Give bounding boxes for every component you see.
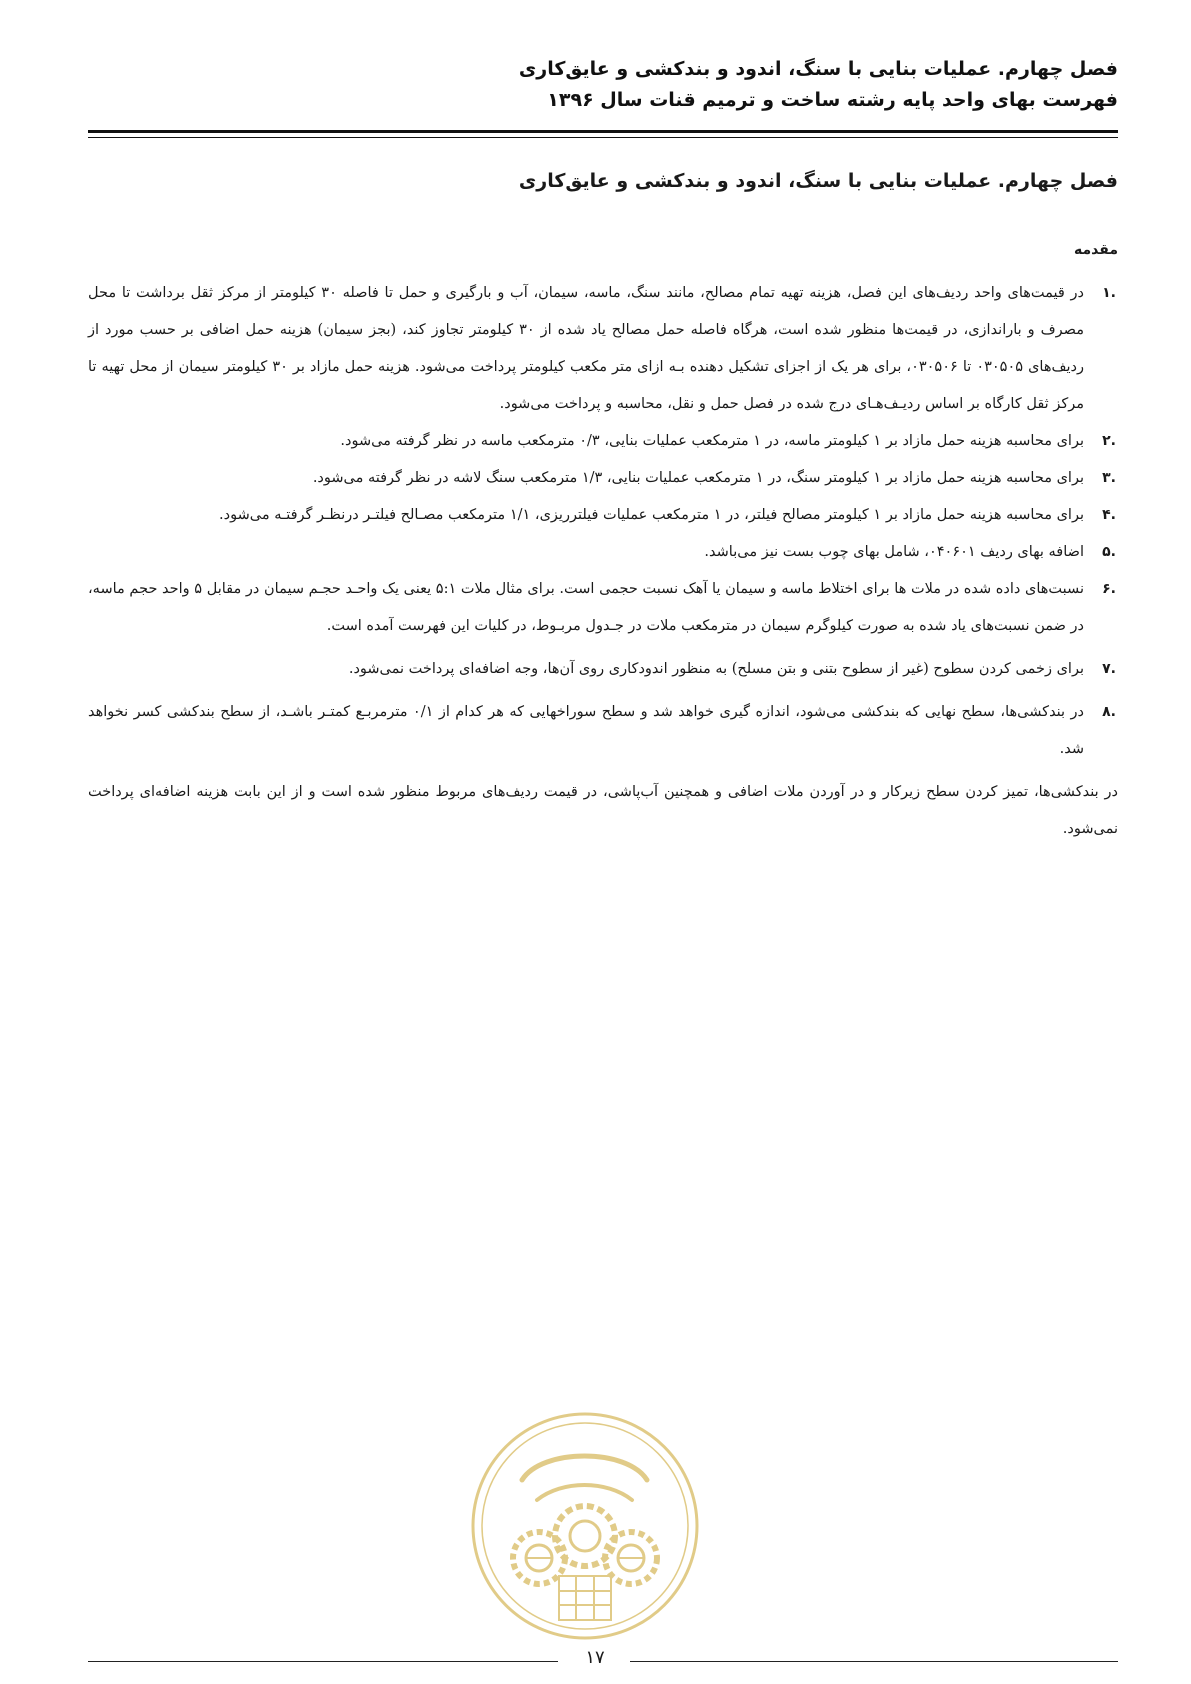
- item-number: .۱: [1102, 285, 1116, 301]
- item-list: [88, 275, 1118, 768]
- item-text: برای محاسبه هزینه حمل مازاد بر ۱ کیلومتر ماسه، در ۱ مترمکعب عملیات بنایی، ۰/۳ مترمکعب ماسه در نظر گرفته می‌شود.: [340, 433, 1084, 449]
- list-item: [88, 423, 1118, 460]
- item-text: برای محاسبه هزینه حمل مازاد بر ۱ کیلومتر مصالح فیلتر، در ۱ مترمکعب عملیات فیلترریزی، ۱/۱ مترمکعب مصـالح فیلتـر درنظـر گرفتـه می‌شود.: [219, 507, 1084, 523]
- section-heading: مقدمه: [1074, 242, 1118, 258]
- list-item: [88, 651, 1118, 688]
- item-number: .۲: [1102, 433, 1116, 449]
- closing-paragraph: در بندکشی‌ها، تمیز کردن سطح زیرکار و در آوردن ملات اضافی و همچنین آب‌پاشی، در قیمت ردیف‌های مربوط منظور شده است و از این بابت هزینه اضافه‌ای پرداخت نمی‌شود.: [88, 784, 1118, 837]
- list-item: [88, 497, 1118, 534]
- item-number: .۳: [1102, 470, 1116, 486]
- header-document-line: فهرست بهای واحد پایه رشته ساخت و ترمیم قنات سال ۱۳۹۶: [547, 89, 1118, 111]
- item-text: نسبت‌های داده شده در ملات ها برای اختلاط ماسه و سیمان یا آهک نسبت حجمی است. برای مثال ملات ۵:۱ یعنی یک واحـد حجـم سیمان در مقابل ۵ واحد حجم ماسه، در ضمن نسبت‌های یاد شده به صورت کیلوگرم سیمان در مترمکعب ملات در جـدول مربـوط، در کلیات این فهرست آمده است.: [88, 581, 1084, 634]
- item-text: در بندکشی‌ها، سطح نهایی که بندکشی می‌شود، اندازه گیری خواهد شد و سطح سوراخهایی که هر کدام از ۰/۱ مترمربـع کمتـر باشـد، از سطح بندکشی کسر نخواهد شد.: [88, 704, 1084, 757]
- item-number: .۸: [1102, 704, 1116, 720]
- item-text: در قیمت‌های واحد ردیف‌های این فصل، هزینه تهیه تمام مصالح، مانند سنگ، ماسه، سیمان، آب و بارگیری و حمل تا فاصله ۳۰ کیلومتر از مرکز ثقل برداشت تا محل مصرف و باراندازی، در قیمت‌ها منظور شده است، هرگاه فاصله حمل مصالح یاد شده از ۳۰ کیلومتر تجاوز کند، (بجز سیمان) هزینه حمل اضافی بر حسب مورد از ردیف‌های ۰۳۰۵۰۵ تا ۰۳۰۵۰۶، برای هر یک از اجزای تشکیل دهنده بـه ازای متر مکعب کیلومتر پرداخت می‌شود. هزینه حمل مازاد بر ۳۰ کیلومتر سیمان از محل تهیه تا مرکز ثقل کارگاه بر اساس ردیـف‌هـای درج شده در فصل حمل و نقل، محاسبه و پرداخت می‌شود.: [88, 285, 1084, 412]
- list-item: [88, 275, 1118, 423]
- page-header: [88, 54, 1118, 116]
- chapter-title: فصل چهارم. عملیات بنایی با سنگ، اندود و بندکشی و عایق‌کاری: [518, 170, 1118, 192]
- item-number: .۷: [1102, 661, 1116, 677]
- list-item: [88, 460, 1118, 497]
- list-item: [88, 694, 1118, 768]
- footer-rule: [88, 1661, 558, 1662]
- footer-rule: [630, 1661, 1118, 1662]
- list-item: [88, 571, 1118, 645]
- item-number: .۶: [1102, 581, 1116, 597]
- item-number: .۴: [1102, 507, 1116, 523]
- item-text: برای زخمی کردن سطوح (غیر از سطوح بتنی و بتن مسلح) به منظور اندودکاری روی آن‌ها، وجه اضافه‌ای پرداخت نمی‌شود.: [348, 661, 1084, 677]
- page-number: ۱۷: [585, 1647, 605, 1668]
- header-chapter-line: فصل چهارم. عملیات بنایی با سنگ، اندود و بندکشی و عایق‌کاری: [518, 58, 1118, 80]
- item-number: .۵: [1102, 544, 1116, 560]
- header-double-rule: [88, 130, 1118, 138]
- list-item: [88, 534, 1118, 571]
- watermark-seal-icon: [467, 1408, 703, 1644]
- item-text: اضافه بهای ردیف ۰۴۰۶۰۱، شامل بهای چوب بست نیز می‌باشد.: [704, 544, 1084, 560]
- item-text: برای محاسبه هزینه حمل مازاد بر ۱ کیلومتر سنگ، در ۱ مترمکعب عملیات بنایی، ۱/۳ مترمکعب سنگ لاشه در نظر گرفته می‌شود.: [312, 470, 1084, 486]
- main-content: [88, 275, 1118, 848]
